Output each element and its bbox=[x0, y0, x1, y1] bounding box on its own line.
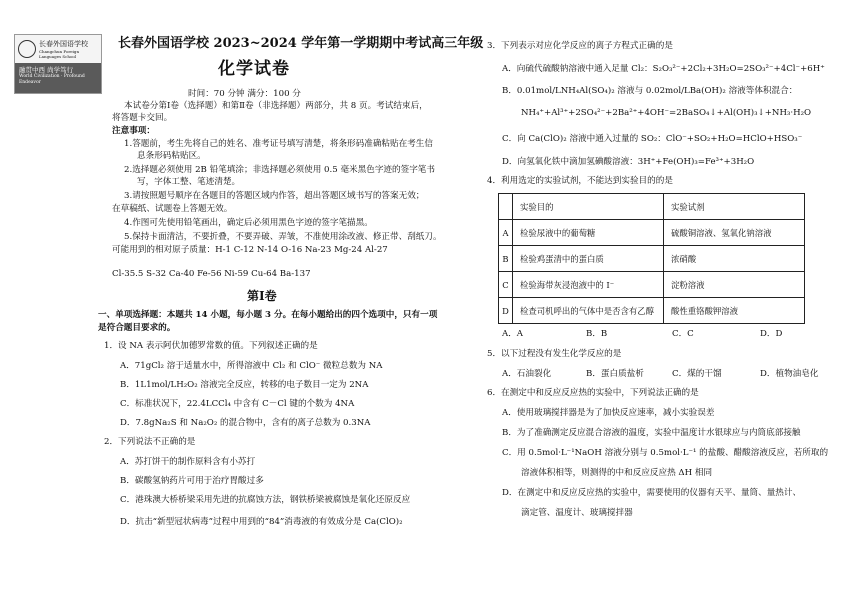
q6-option-cont: 滴定管、温度计、玻璃搅拌器 bbox=[521, 508, 633, 518]
q5-answer: A．石油裂化 bbox=[502, 369, 552, 379]
table-header: 实验目的 bbox=[513, 194, 664, 220]
q2-option: C．港珠澳大桥桥梁采用先进的抗腐蚀方法，钢铁桥梁被腐蚀是氧化还原反应 bbox=[120, 495, 411, 505]
q5-answer: B．蛋白质盐析 bbox=[586, 369, 644, 379]
row-purpose: 检验海带灰浸泡液中的 I⁻ bbox=[513, 272, 664, 298]
q6-option: A．使用玻璃搅拌器是为了加快反应速率，减小实验误差 bbox=[502, 408, 715, 418]
q1-stem: 1．设 NA 表示阿伏加德罗常数的值。下列叙述正确的是 bbox=[104, 341, 318, 351]
row-reagent: 淀粉溶液 bbox=[664, 272, 805, 298]
section-instruction: 一、单项选择题：本题共 14 小题，每小题 3 分。在每小题给出的四个选项中，只有一项 bbox=[98, 310, 438, 320]
q2-option: A．苏打饼干的制作原料含有小苏打 bbox=[120, 457, 256, 467]
notice-line: 2.选择题必须使用 2B 铅笔填涂；非选择题必须使用 0.5 毫米黑色字迹的签字笔书 bbox=[124, 165, 435, 175]
row-purpose: 检查司机呼出的气体中是否含有乙醇 bbox=[513, 298, 664, 324]
q2-stem: 2．下列说法不正确的是 bbox=[104, 437, 196, 447]
row-reagent: 硫酸铜溶液、氢氧化钠溶液 bbox=[664, 220, 805, 246]
q4-answer: C．C bbox=[672, 329, 694, 339]
school-seal-icon bbox=[18, 40, 36, 58]
q1-option: B．1L1mol/LH₂O₂ 溶液完全反应，转移的电子数目一定为 2NA bbox=[120, 380, 369, 390]
q2-option: D．抗击“新型冠状病毒”过程中用到的“84”消毒液的有效成分是 Ca(ClO)₂ bbox=[120, 517, 403, 527]
q3-option: C．向 Ca(ClO)₂ 溶液中通入过量的 SO₂：ClO⁻+SO₂+H₂O=HClO+HSO₃⁻ bbox=[502, 134, 803, 144]
q4-answer: A．A bbox=[502, 329, 524, 339]
row-reagent: 酸性重铬酸钾溶液 bbox=[664, 298, 805, 324]
row-purpose: 检验尿液中的葡萄糖 bbox=[513, 220, 664, 246]
notice-line: 写，字体工整、笔迹清楚。 bbox=[137, 177, 241, 187]
table-row bbox=[499, 220, 805, 246]
table-row bbox=[499, 298, 805, 324]
logo-school-name: 长春外国语学校 bbox=[39, 40, 88, 48]
section-instruction: 是符合题目要求的。 bbox=[98, 323, 176, 333]
table-row bbox=[499, 272, 805, 298]
q2-option: B．碳酸氢钠药片可用于治疗胃酸过多 bbox=[120, 476, 264, 486]
row-purpose: 检验鸡蛋清中的蛋白质 bbox=[513, 246, 664, 272]
q6-option: C．用 0.5mol·L⁻¹NaOH 溶液分别与 0.5mol·L⁻¹ 的盐酸、醋酸溶液反应，若所取的 bbox=[502, 448, 829, 458]
notice-line: 息条形码粘贴区。 bbox=[137, 151, 206, 161]
q3-option: D．向氢氧化铁中滴加氢碘酸溶液：3H⁺+Fe(OH)₃=Fe³⁺+3H₂O bbox=[502, 157, 755, 167]
logo-motto-en: World Civilization · Profound Endeavor bbox=[19, 74, 85, 86]
table-header-row bbox=[499, 194, 805, 220]
table-header: 实验试剂 bbox=[664, 194, 805, 220]
q6-option-cont: 溶液体积相等，则测得的中和反应反应热 ΔH 相同 bbox=[521, 468, 713, 478]
exam-subject: 化学试卷 bbox=[218, 59, 290, 79]
table-row bbox=[499, 246, 805, 272]
intro-line-2: 将答题卡交回。 bbox=[112, 113, 173, 123]
experiment-table bbox=[498, 193, 805, 324]
section-heading: 第Ⅰ卷 bbox=[247, 289, 277, 303]
notice-line: 5.保持卡面清洁，不要折叠，不要弄破、弄皱，不准使用涂改液、修正带、刮纸刀。 bbox=[124, 232, 442, 242]
q4-answer: D．D bbox=[760, 329, 783, 339]
row-label: D bbox=[499, 298, 513, 324]
q6-option: D．在测定中和反应反应热的实验中，需要使用的仪器有天平、量筒、量热计、 bbox=[502, 488, 802, 498]
notice-title: 注意事项： bbox=[112, 126, 155, 136]
q3-option: B．0.01mol/LNH₄Al(SO₄)₂ 溶液与 0.02mol/LBa(OH)₂ 溶液等体积混合： bbox=[502, 86, 798, 96]
notice-line: 3.请按照题号顺序在各题目的答题区域内作答，超出答题区域书写的答案无效； bbox=[124, 191, 425, 201]
exam-title: 长春外国语学校 2023~2024 学年第一学期期中考试高三年级 bbox=[118, 36, 484, 51]
table-cell bbox=[499, 194, 513, 220]
row-label: B bbox=[499, 246, 513, 272]
q1-option: D．7.8gNa₂S 和 Na₂O₂ 的混合物中，含有的离子总数为 0.3NA bbox=[120, 418, 371, 428]
q3-option: A．向硫代硫酸钠溶液中通入足量 Cl₂：S₂O₃²⁻+2Cl₂+3H₂O=2SO₃²⁻+4Cl⁻+6H⁺ bbox=[502, 64, 825, 74]
atomic-mass-line: 可能用到的相对原子质量：H-1 C-12 N-14 O-16 Na-23 Mg-24 Al-27 bbox=[112, 245, 388, 255]
logo-english-name: Changchun Foreign Languages School bbox=[39, 49, 80, 59]
q5-stem: 5．以下过程没有发生化学反应的是 bbox=[487, 349, 622, 359]
notice-line: 1.答题前，考生先将自己的姓名、准考证号填写清楚，将条形码准确粘贴在考生信 bbox=[124, 139, 433, 149]
q1-option: A．71gCl₂ 溶于适量水中，所得溶液中 Cl₂ 和 ClO⁻ 微粒总数为 NA bbox=[120, 361, 383, 371]
intro-line-1: 本试卷分第Ⅰ卷（选择题）和第Ⅱ卷（非选择题）两部分，共 8 页。考试结束后， bbox=[124, 101, 428, 111]
row-label: C bbox=[499, 272, 513, 298]
q6-option: B．为了准确测定反应混合溶液的温度，实验中温度计水银球应与内筒底部接触 bbox=[502, 428, 801, 438]
q5-answer: D．植物油皂化 bbox=[760, 369, 819, 379]
q5-answer: C．煤的干馏 bbox=[672, 369, 722, 379]
q3-equation: NH₄⁺+Al³⁺+2SO₄²⁻+2Ba²⁺+4OH⁻=2BaSO₄↓+Al(OH)₃↓+NH₃·H₂O bbox=[521, 108, 812, 118]
q1-option: C．标准状况下，22.4LCCl₄ 中含有 C－Cl 键的个数为 4NA bbox=[120, 399, 355, 409]
time-score-line: 时间：70 分钟 满分：100 分 bbox=[188, 89, 301, 99]
q4-answer: B．B bbox=[586, 329, 608, 339]
notice-line: 4.作图可先使用铅笔画出，确定后必须用黑色字迹的签字笔描黑。 bbox=[124, 218, 373, 228]
row-reagent: 浓硝酸 bbox=[664, 246, 805, 272]
notice-line: 在草稿纸、试题卷上答题无效。 bbox=[112, 204, 233, 214]
q3-stem: 3．下列表示对应化学反应的离子方程式正确的是 bbox=[487, 41, 673, 51]
q4-stem: 4．利用选定的实验试剂，不能达到实验目的的是 bbox=[487, 176, 673, 186]
logo-motto: 融贯中西 尚学笃行 bbox=[19, 66, 74, 74]
row-label: A bbox=[499, 220, 513, 246]
atomic-mass-line: Cl-35.5 S-32 Ca-40 Fe-56 Ni-59 Cu-64 Ba-137 bbox=[112, 269, 311, 279]
q6-stem: 6．在测定中和反应反应热的实验中，下列说法正确的是 bbox=[487, 388, 699, 398]
school-logo bbox=[14, 34, 102, 94]
